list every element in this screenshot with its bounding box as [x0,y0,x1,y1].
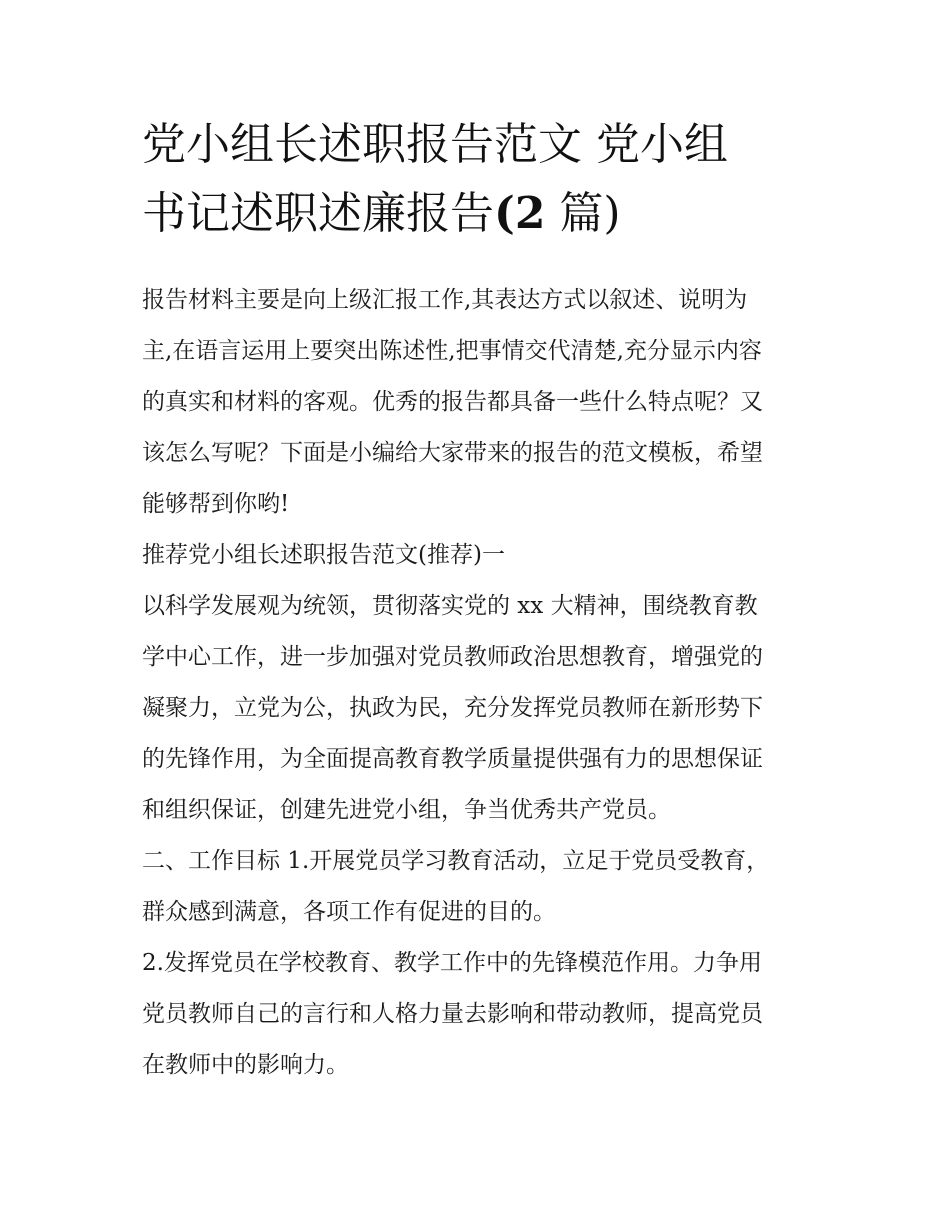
title-count-number: (2 [494,188,546,239]
document-body [142,275,814,1091]
body-line-12: 二、工作目标 1.开展党员学习教育活动，立足于党员受教育， [142,848,770,874]
body-line-11: 和组织保证，创建先进党小组，争当优秀共产党员。 [142,797,671,823]
body-line-15: 党员教师自己的言行和人格力量去影响和带动教师，提高党员 [142,1001,763,1027]
body-line-16: 在教师中的影响力。 [142,1052,349,1078]
body-line-14: 2.发挥党员在学校教育、教学工作中的先锋模范作用。力争用 [142,950,762,976]
document-page [142,110,814,1091]
section-heading: 推荐党小组长述职报告范文(推荐)一 [142,542,505,568]
title-count-suffix: 篇) [545,188,621,239]
body-line-9: 凝聚力，立党为公，执政为民，充分发挥党员教师在新形势下 [142,695,763,721]
body-line-13: 群众感到满意，各项工作有促进的目的。 [142,899,556,925]
body-line-5: 能够帮到你哟! [142,491,290,517]
body-line-4: 该怎么写呢？下面是小编给大家带来的报告的范文模板，希望 [142,440,763,466]
document-title [142,110,814,248]
title-line-2 [142,179,814,248]
body-line-2: 主,在语言运用上要突出陈述性,把事情交代清楚,充分显示内容 [142,338,762,364]
title-line-1: 党小组长述职报告范文 党小组 [142,119,728,170]
body-line-1: 报告材料主要是向上级汇报工作,其表达方式以叙述、说明为 [142,287,748,313]
body-line-7: 以科学发展观为统领，贯彻落实党的 xx 大精神，围绕教育教 [142,593,758,619]
body-line-8: 学中心工作，进一步加强对党员教师政治思想教育，增强党的 [142,644,763,670]
body-line-3: 的真实和材料的客观。优秀的报告都具备一些什么特点呢？又 [142,389,763,415]
body-line-10: 的先锋作用，为全面提高教育教学质量提供强有力的思想保证 [142,746,763,772]
title-line-2-text: 书记述职述廉报告 [142,188,494,239]
